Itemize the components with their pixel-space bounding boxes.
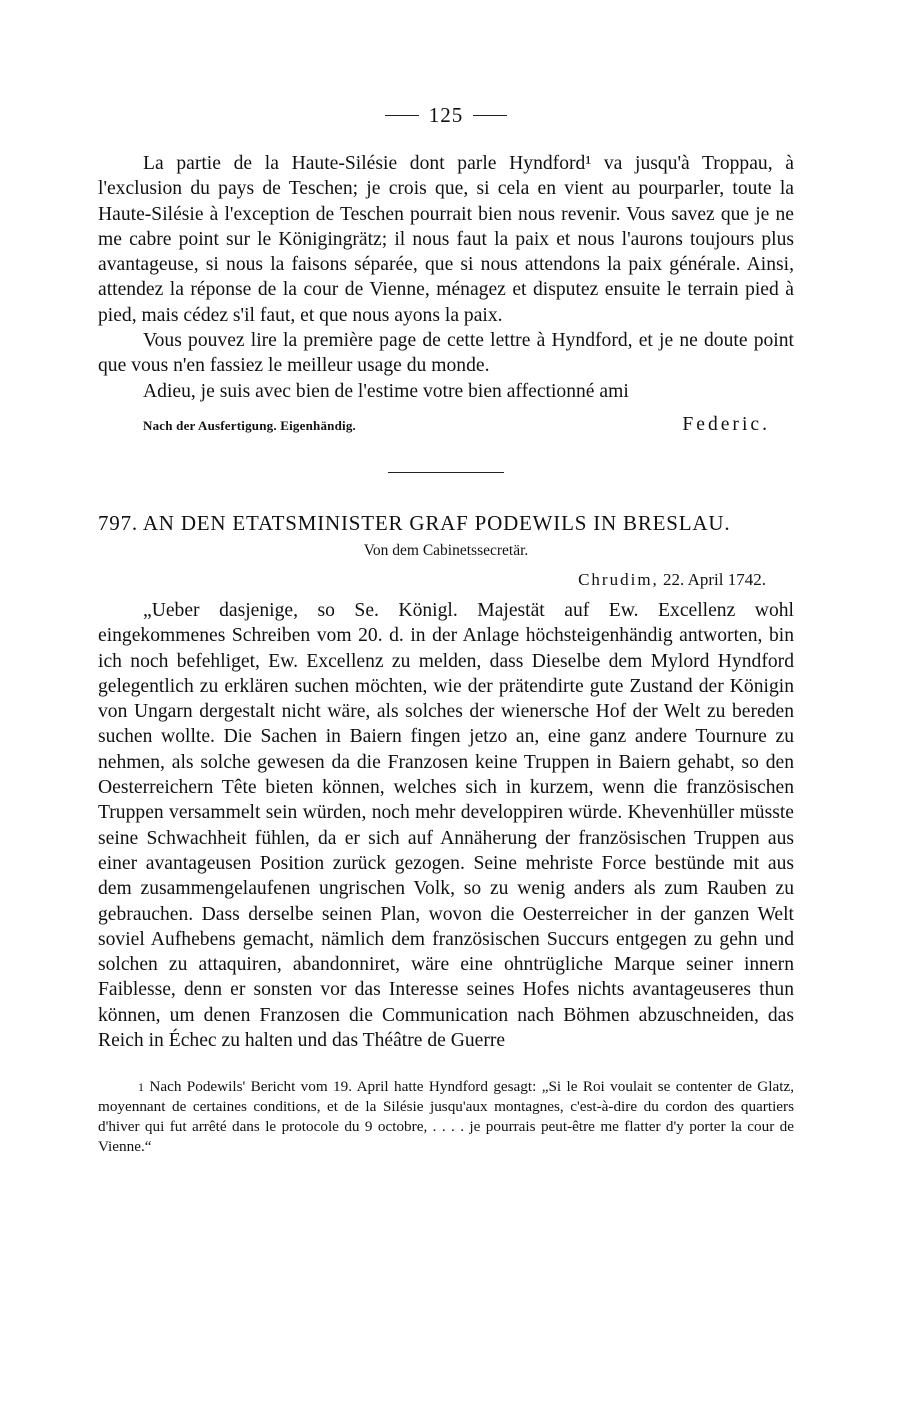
footnote-text: Nach Podewils' Bericht vom 19. April hatte Hyndford gesagt: „Si le Roi voulait se contenter de Glatz, moyennant de certaines conditions, et de la Silésie jusqu'aux montagnes, c'est-à-dire du cordon des quartiers d'hiver qui fut arrêté dans le protocole du 9 octobre, . . . . je pourrais peut-être me flatter d'y porter la cour de Vienne.“ <box>98 1078 794 1156</box>
signature-line <box>98 414 794 436</box>
date: 22. April 1742. <box>663 569 766 589</box>
page-number: 125 <box>428 102 464 127</box>
letter-796-paragraph-2: Vous pouvez lire la première page de cette lettre à Hyndford, et je ne doute point que vous n'en fassiez le meilleur usage du monde. <box>98 330 794 377</box>
header-dash-right <box>473 115 507 116</box>
document-page <box>98 100 794 1157</box>
letter-796-paragraph-3: Adieu, je suis avec bien de l'estime votre bien affectionné ami <box>143 380 629 402</box>
letter-797-heading: 797. AN DEN ETATSMINISTER GRAF PODEWILS IN BRESLAU. <box>98 510 731 535</box>
footnote-marker: 1 <box>138 1080 144 1095</box>
place-date-line <box>98 570 794 590</box>
footnote-paragraph <box>98 1077 794 1157</box>
source-note: Nach der Ausfertigung. Eigenhändig. <box>143 417 356 433</box>
footnote <box>98 1077 794 1157</box>
place: Chrudim, <box>578 569 659 589</box>
letter-796-paragraph-1: La partie de la Haute-Silésie dont parle Hyndford¹ va jusqu'à Troppau, à l'exclusion du pays de Teschen; je crois que, si cela en vient au pourparler, toute la Haute-Silésie à l'exception de Teschen pourrait bien nous revenir. Vous savez que je ne me cabre point sur le Königingrätz; il nous faut la paix et nous l'aurons toujours plus avantageuse, si nous la faisons séparée, que si nous attendons la paix générale. Ainsi, attendez la réponse de la cour de Vienne, ménagez et disputez ensuite le terrain pied à pied, mais cédez s'il faut, et que nous ayons la paix. <box>98 153 794 326</box>
page-header <box>98 100 794 130</box>
letter-797-subheading: Von dem Cabinetssecretär. <box>363 541 529 559</box>
section-divider <box>388 472 504 473</box>
header-dash-left <box>385 115 419 116</box>
letter-797-body: „Ueber dasjenige, so Se. Königl. Majestät auf Ew. Excellenz wohl eingekommenes Schreiben vom 20. d. in der Anlage höchsteigenhändig antworten, bin ich noch befehliget, Ew. Excellenz zu melden, dass Dieselbe dem Mylord Hyndford gelegentlich zu erklären suchen möchten, wie der prätendirte gute Zustand der Königin von Ungarn dergestalt nicht wäre, als solches der wienersche Hof der Welt zu bereden suchen wollte. Die Sachen in Baiern fingen jetzo an, eine ganz andere Tournure zu nehmen, als solche gewesen da die Franzosen keine Truppen in Baiern gehabt, so den Oesterreichern Tête bieten können, welches sich in kurzem, wenn die französischen Truppen versammelt sein würden, noch mehr developpiren würde. Khevenhüller müsste seine Schwachheit fühlen, da er sich auf Annäherung der französischen Truppen aus einer avantageusen Position zurück gezogen. Seine mehriste Force bestünde mit aus dem zusammengelaufenen ungrischen Volk, so zu wenig anders als zum Rauben zu gebrauchen. Dass derselbe seinen Plan, wovon die Oesterreicher in der ganzen Welt soviel Aufhebens gemacht, nämlich dem französischen Succurs entgegen zu gehn und solchen zu attaquiren, abandonniret, wäre eine ohntrügliche Marque seiner innern Faiblesse, denn er sonsten vor das Interesse seines Hofes nichts avantageuseres thun können, um denen Franzosen die Communication nach Böhmen abzuschneiden, das Reich in Échec zu halten und das Théâtre de Guerre <box>98 599 794 1052</box>
signature: Federic. <box>682 413 770 435</box>
